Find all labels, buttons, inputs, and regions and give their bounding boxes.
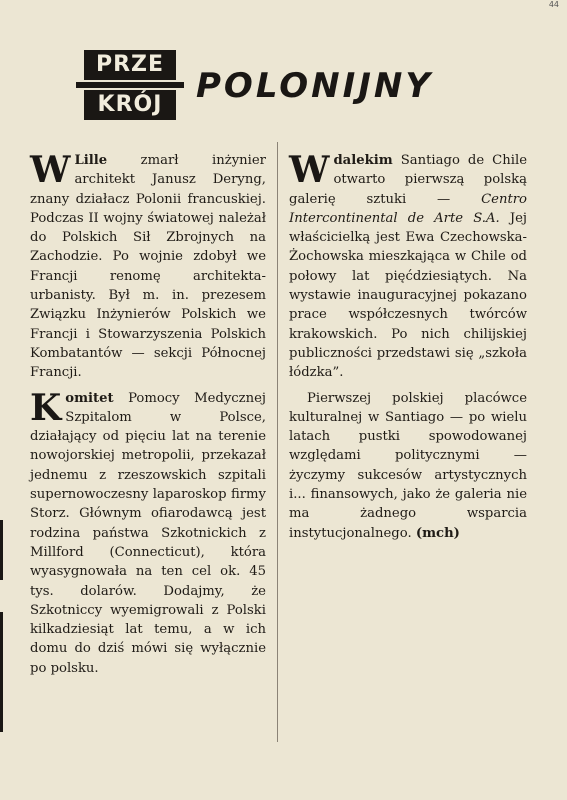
column-divider <box>277 142 278 742</box>
article-text: zmarł inżynier architekt Janusz Deryng, znany działacz Polonii francuskiej. Podczas II wojny światowej należał do Polskich Sił Zbrojnych na Zachodzie. Po wojnie zdobył we Francji renomę architekta-urbanisty. Był m. in. prezesem Związku Inżynierów Polskich we Francji i Stowarzyszenia Polskich Kombatantów — sekcji Północnej Francji. <box>30 153 266 381</box>
article-lead: dalekim <box>333 153 393 168</box>
left-column <box>30 151 266 684</box>
author-signature: (mch) <box>415 525 460 541</box>
right-column <box>289 151 527 549</box>
dropcap: K <box>30 386 62 429</box>
article-text: Pomocy Medycznej Szpitalom w Polsce, działający od pięciu lat na terenie nowojorskiej metropolii, przekazał jednemu z rzeszowskich szpitali supernowoczesny laparoskop firmy Storz. Głównym ofiarodawcą jest rodzina państwa Szkotnickich z Millford (Connecticut), która wyasygnowała na ten cel ok. 45 tys. dolarów. Dodajmy, że Szkotniccy wyemigrowali z Polski kilkadziesiąt lat temu, a w ich domu do dziś mówi się wyłącznie po polsku. <box>30 390 266 676</box>
article-komitet <box>30 386 266 678</box>
article-closing <box>289 389 527 543</box>
logo-bottom-text: KRÓJ <box>84 90 176 120</box>
gallery-name: Centro Intercontinental de Arte S.A. <box>289 191 527 226</box>
dropcap: W <box>289 149 330 191</box>
edge-mark <box>0 520 3 580</box>
article-santiago <box>289 151 527 383</box>
logo-top-text: PRZE <box>84 50 176 80</box>
page-mark: 44 <box>548 0 559 9</box>
section-title: POLONIJNY <box>196 66 434 106</box>
edge-mark <box>0 612 3 732</box>
logo-bar <box>76 82 184 88</box>
article-lille <box>30 151 266 383</box>
dropcap: W <box>30 149 71 191</box>
article-text: Jej właścicielką jest Ewa Czechowska-Żochowska mieszkająca w Chile od połowy lat pięćdziesiątych. Na wystawie inauguracyjnej pokazano prace współczesnych twórców krakowskich. Po nich chilijskiej publiczności przedstawi się „szkoła łódzka”. <box>289 210 528 381</box>
article-lead: Lille <box>74 153 108 168</box>
article-text: Santiago de Chile otwarto pierwszą polską galerię sztuki — <box>289 153 527 207</box>
closing-text: Pierwszej polskiej placówce kulturalnej w Santiago — po wielu latach pustki spowodowanej względami politycznymi — życzymy sukcesów artystycznych i... finansowych, jako że galeria nie ma żadnego wsparcia instytucjonalnego. <box>289 390 527 541</box>
article-lead: omitet <box>65 390 114 406</box>
przekroj-logo <box>84 50 176 122</box>
